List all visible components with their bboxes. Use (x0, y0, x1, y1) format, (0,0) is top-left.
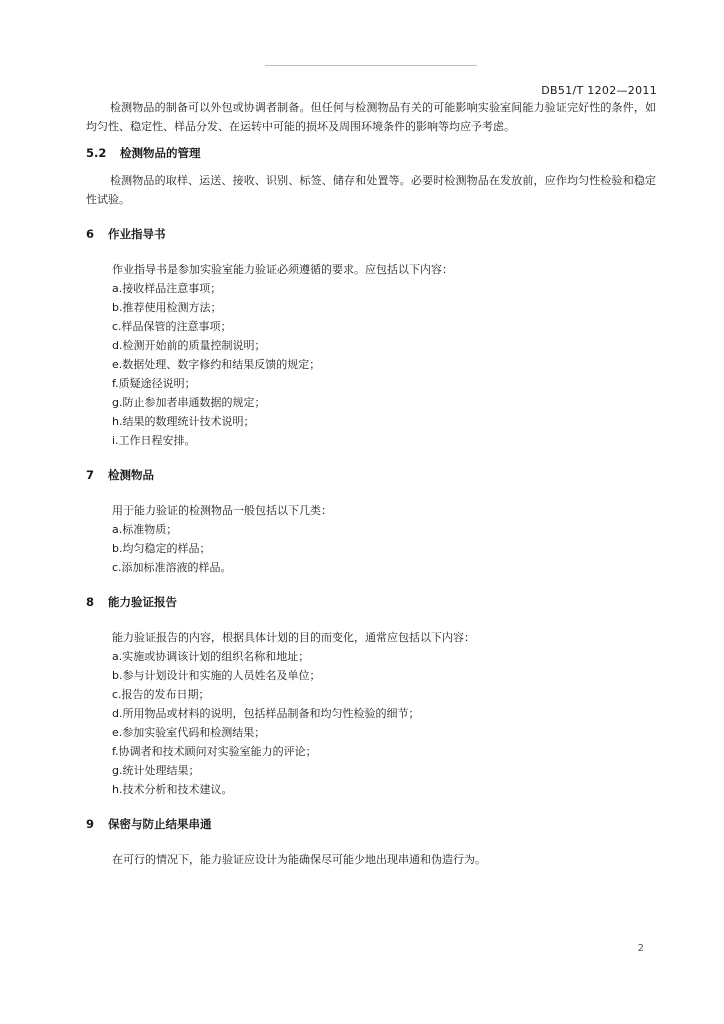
section-6-intro: 作业指导书是参加实验室能力验证必须遵循的要求。应包括以下内容： (112, 263, 453, 276)
section-title: 能力验证报告 (108, 595, 178, 609)
list-item: g.统计处理结果； (112, 764, 200, 777)
list-item: b.均匀稳定的样品； (112, 542, 211, 555)
list-item: f.协调者和技术顾问对实验室能力的评论； (112, 745, 317, 758)
section-number: 6 (86, 227, 95, 241)
section-5-2-paragraph: 检测物品的取样、运送、接收、识别、标签、储存和处置等。必要时检测物品在发放前，应作均匀性检验和稳定性试验。 (86, 174, 656, 206)
section-8-heading (86, 593, 656, 612)
section-title: 作业指导书 (108, 227, 166, 241)
list-item: d.检测开始前的质量控制说明； (112, 339, 266, 352)
section-number: 7 (86, 468, 95, 482)
intro-paragraph: 检测物品的制备可以外包或协调者制备。但任何与检测物品有关的可能影响实验室间能力验证完好性的条件，如均匀性、稳定性、样品分发、在运转中可能的损坏及周围环境条件的影响等均应予考虑。 (86, 101, 656, 133)
list-item: i.工作日程安排。 (112, 434, 196, 447)
section-9-paragraph: 在可行的情况下，能力验证应设计为能确保尽可能少地出现串通和伪造行为。 (112, 853, 486, 866)
section-title: 保密与防止结果串通 (108, 817, 212, 831)
list-item: a.实施或协调该计划的组织名称和地址； (112, 650, 310, 663)
section-number: 8 (86, 595, 95, 609)
section-number: 9 (86, 817, 95, 831)
list-item: c.样品保管的注意事项； (112, 320, 232, 333)
list-item: d.所用物品或材料的说明，包括样品制备和均匀性检验的细节； (112, 707, 420, 720)
page-number: 2 (637, 943, 644, 954)
section-8-intro: 能力验证报告的内容，根据具体计划的目的而变化，通常应包括以下内容： (112, 631, 475, 644)
page-body (86, 98, 656, 869)
list-item: a.接收样品注意事项； (112, 282, 222, 295)
section-7-heading (86, 466, 656, 485)
list-item: a.标准物质； (112, 523, 178, 536)
section-6-heading (86, 225, 656, 244)
list-item: e.参加实验室代码和检测结果； (112, 726, 266, 739)
section-number: 5.2 (86, 146, 107, 160)
list-item: b.推荐使用检测方法； (112, 301, 222, 314)
list-item: b.参与计划设计和实施的人员姓名及单位； (112, 669, 321, 682)
list-item: g.防止参加者串通数据的规定； (112, 396, 266, 409)
header-rule (265, 65, 477, 66)
list-item: e.数据处理、数字修约和结果反馈的规定； (112, 358, 321, 371)
document-code: DB51/T 1202—2011 (541, 84, 657, 97)
list-item: f.质疑途径说明； (112, 377, 196, 390)
section-9-heading (86, 815, 656, 834)
list-item: c.添加标准溶液的样品。 (112, 561, 232, 574)
list-item: h.结果的数理统计技术说明； (112, 415, 255, 428)
section-5-2-heading (86, 144, 656, 163)
list-item: h.技术分析和技术建议。 (112, 783, 233, 796)
section-title: 检测物品 (108, 468, 155, 482)
list-item: c.报告的发布日期； (112, 688, 210, 701)
section-title: 检测物品的管理 (120, 146, 201, 160)
section-7-intro: 用于能力验证的检测物品一般包括以下几类： (112, 504, 332, 517)
